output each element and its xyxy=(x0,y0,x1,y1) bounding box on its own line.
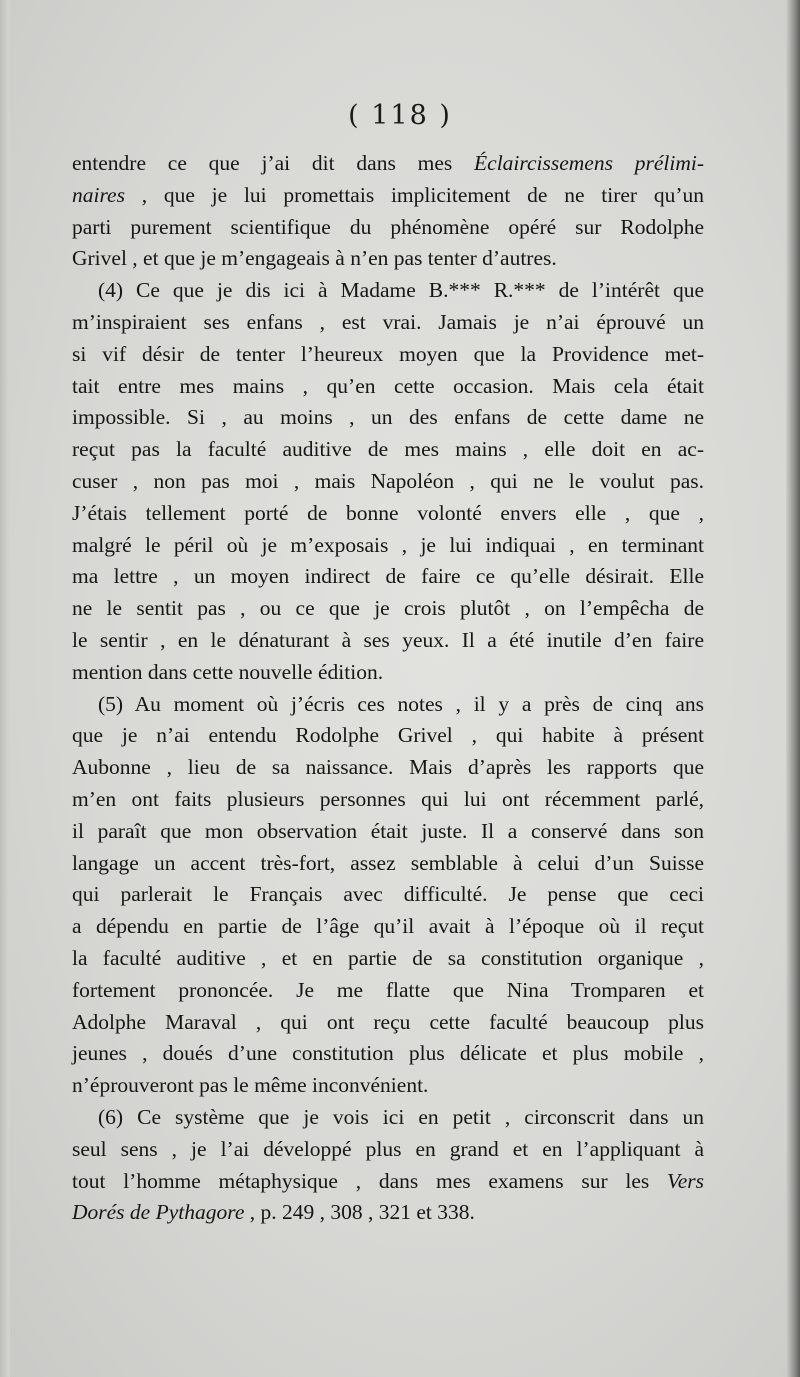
text-segment: fortement prononcée. Je me flatte que Nina Tromparen et xyxy=(72,977,704,1002)
page-right-edge xyxy=(786,0,800,1377)
notes-text xyxy=(72,148,704,1229)
text-line xyxy=(72,1070,704,1102)
text-line xyxy=(72,498,704,530)
text-segment: que je n’ai entendu Rodolphe Grivel , qui habite à présent xyxy=(72,723,704,748)
text-segment: tait entre mes mains , qu’en cette occasion. Mais cela était xyxy=(72,373,704,398)
text-segment: m’en ont faits plusieurs personnes qui lui ont récemment parlé, xyxy=(72,786,704,811)
text-segment: cuser , non pas moi , mais Napoléon , qui ne le voulut pas. xyxy=(72,468,704,493)
text-line xyxy=(72,466,704,498)
page-number: ( 118 ) xyxy=(348,100,452,131)
text-segment: J’étais tellement porté de bonne volonté envers elle , que , xyxy=(72,500,704,525)
italic-text: Dorés de Pythagore xyxy=(72,1200,245,1225)
text-line xyxy=(72,1166,704,1198)
text-segment: il paraît que mon observation était juste. Il a conservé dans son xyxy=(72,818,704,843)
text-segment: langage un accent très-fort, assez semblable à celui d’un Suisse xyxy=(72,850,704,875)
text-segment: impossible. Si , au moins , un des enfans de cette dame ne xyxy=(72,405,704,430)
text-line xyxy=(72,625,704,657)
text-line xyxy=(72,943,704,975)
text-line xyxy=(72,689,704,721)
text-line xyxy=(72,816,704,848)
text-line xyxy=(72,243,704,275)
text-line xyxy=(72,1197,704,1229)
italic-text: naires xyxy=(72,182,125,207)
italic-text: Éclaircissemens prélimi- xyxy=(474,151,705,175)
text-line xyxy=(72,1038,704,1070)
text-line xyxy=(72,212,704,244)
text-segment: a dépendu en partie de l’âge qu’il avait à l’époque où il reçut xyxy=(72,914,704,939)
text-segment: m’inspiraient ses enfans , est vrai. Jamais je n’ai éprouvé un xyxy=(72,309,704,334)
page-left-edge xyxy=(0,0,10,1377)
text-line xyxy=(72,848,704,880)
text-segment: n’éprouveront pas le même inconvénient. xyxy=(72,1073,429,1098)
text-line xyxy=(72,784,704,816)
text-segment: Adolphe Maraval , qui ont reçu cette faculté beaucoup plus xyxy=(72,1009,704,1034)
text-segment: , que je lui promettais implicitement de ne tirer qu’un xyxy=(124,182,704,207)
text-line xyxy=(72,1102,704,1134)
text-line xyxy=(72,530,704,562)
text-line xyxy=(72,148,704,180)
text-line xyxy=(72,1007,704,1039)
text-line xyxy=(72,879,704,911)
text-segment: (5) Au moment où j’écris ces notes , il y a près de cinq ans xyxy=(98,691,704,716)
italic-text: Vers xyxy=(666,1168,704,1193)
text-line xyxy=(72,752,704,784)
text-segment: seul sens , je l’ai développé plus en grand et en l’appliquant à xyxy=(72,1136,704,1161)
text-line xyxy=(72,434,704,466)
text-line xyxy=(72,720,704,752)
text-segment: , p. 249 , 308 , 321 et 338. xyxy=(244,1200,475,1225)
text-line xyxy=(72,1134,704,1166)
text-line xyxy=(72,180,704,212)
text-segment: Aubonne , lieu de sa naissance. Mais d’après les rapports que xyxy=(72,755,704,780)
text-line xyxy=(72,911,704,943)
text-segment: Grivel , et que je m’engageais à n’en pas tenter d’autres. xyxy=(72,246,557,271)
text-segment: la faculté auditive , et en partie de sa constitution organique , xyxy=(72,945,704,970)
text-line xyxy=(72,371,704,403)
text-line xyxy=(72,307,704,339)
text-segment: mention dans cette nouvelle édition. xyxy=(72,659,384,684)
text-line xyxy=(72,402,704,434)
text-segment: (6) Ce système que je vois ici en petit , circonscrit dans un xyxy=(98,1104,704,1129)
text-line xyxy=(72,275,704,307)
text-segment: malgré le péril où je m’exposais , je lui indiquai , en terminant xyxy=(72,532,704,557)
text-line xyxy=(72,593,704,625)
text-segment: le sentir , en le dénaturant à ses yeux. Il a été inutile d’en faire xyxy=(72,627,704,652)
text-line xyxy=(72,339,704,371)
text-line xyxy=(72,975,704,1007)
text-segment: entendre ce que j’ai dit dans mes xyxy=(72,151,475,175)
text-segment: reçut pas la faculté auditive de mes mains , elle doit en ac- xyxy=(72,437,704,462)
text-segment: jeunes , doués d’une constitution plus délicate et plus mobile , xyxy=(72,1041,704,1066)
text-segment: ma lettre , un moyen indirect de faire ce qu’elle désirait. Elle xyxy=(72,564,704,589)
text-segment: parti purement scientifique du phénomène opéré sur Rodolphe xyxy=(72,214,704,239)
text-segment: (4) Ce que je dis ici à Madame B.*** R.*** de l’intérêt que xyxy=(98,278,704,303)
text-segment: qui parlerait le Français avec difficulté. Je pense que ceci xyxy=(72,882,704,907)
text-segment: ne le sentit pas , ou ce que je crois plutôt , on l’empêcha de xyxy=(72,596,704,621)
text-segment: si vif désir de tenter l’heureux moyen que la Providence met- xyxy=(72,341,704,366)
text-line xyxy=(72,657,704,689)
text-segment: tout l’homme métaphysique , dans mes examens sur les xyxy=(72,1168,667,1193)
text-line xyxy=(72,561,704,593)
